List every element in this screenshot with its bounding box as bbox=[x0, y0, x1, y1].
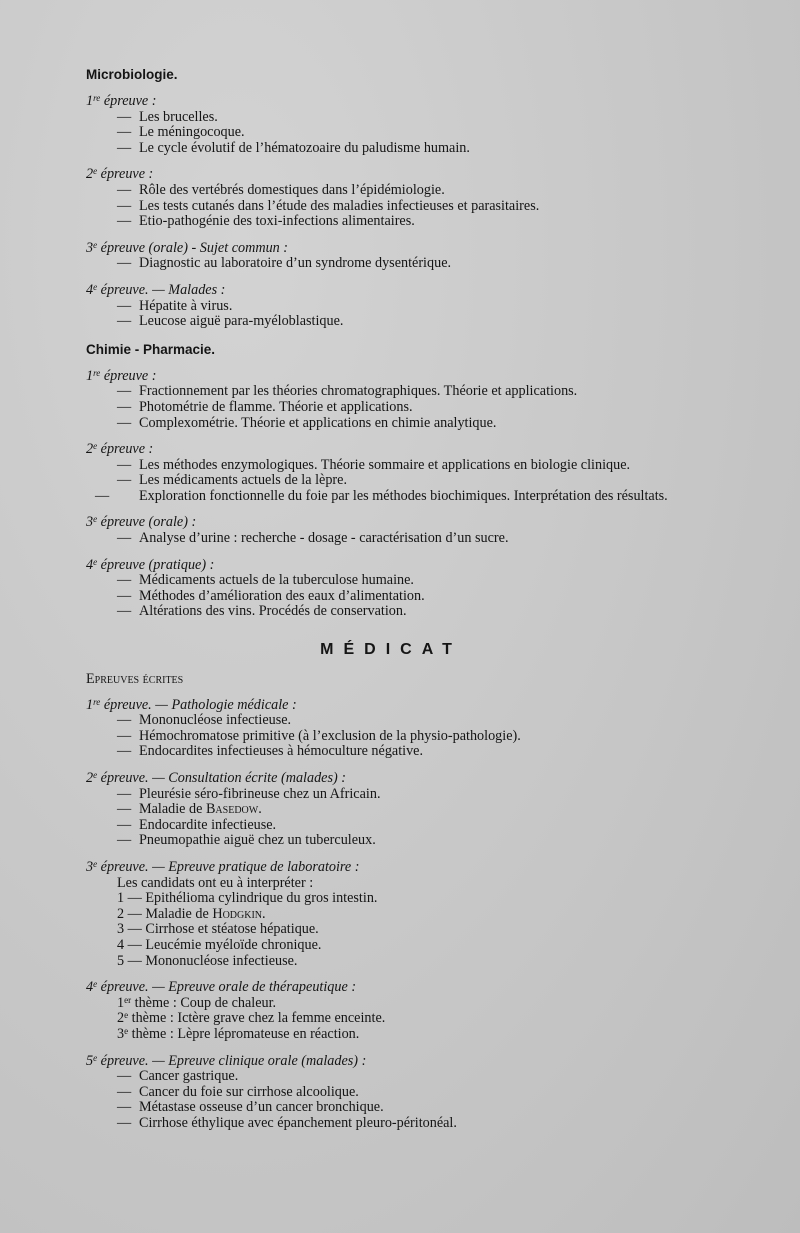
section-heading-microbiologie: Microbiologie. bbox=[86, 67, 178, 82]
epreuve-heading: 1re épreuve : bbox=[86, 367, 157, 384]
section-heading-chimie: Chimie - Pharmacie. bbox=[86, 341, 216, 357]
list-item: — Cancer gastrique. bbox=[117, 1068, 239, 1085]
list-item: — Exploration fonctionnelle du foie par les méthodes biochimiques. Interprétation des résultats. bbox=[95, 487, 668, 504]
page-content bbox=[86, 66, 698, 1131]
intro-text: Les candidats ont eu à interpréter : bbox=[117, 874, 314, 891]
list-item: — Les méthodes enzymologiques. Théorie sommaire et applications en biologie clinique. bbox=[117, 456, 631, 473]
list-item: — Hépatite à virus. bbox=[117, 297, 233, 314]
list-item: — Le méningocoque. bbox=[117, 124, 245, 141]
list-item: — Les médicaments actuels de la lèpre. bbox=[117, 472, 347, 489]
list-item: — Cirrhose éthylique avec épanchement pleuro-péritonéal. bbox=[117, 1114, 457, 1131]
numbered-item: 3 — Cirrhose et stéatose hépatique. bbox=[117, 921, 319, 938]
epreuve-heading: 4e épreuve. — Epreuve orale de thérapeutique : bbox=[86, 979, 357, 996]
section-title-medicat: MÉDICAT bbox=[320, 641, 462, 659]
epreuve-heading: 3e épreuve. — Epreuve pratique de laboratoire : bbox=[86, 858, 360, 875]
list-item: — Méthodes d’amélioration des eaux d’alimentation. bbox=[117, 587, 425, 604]
numbered-item: 4 — Leucémie myéloïde chronique. bbox=[117, 936, 322, 953]
list-item: — Métastase osseuse d’un cancer bronchique. bbox=[117, 1099, 384, 1116]
list-item: — Endocardite infectieuse. bbox=[117, 816, 277, 833]
list-item: — Le cycle évolutif de l’hématozoaire du paludisme humain. bbox=[117, 139, 470, 156]
list-item: — Rôle des vertébrés domestiques dans l’épidémiologie. bbox=[117, 181, 445, 198]
list-item: — Mononucléose infectieuse. bbox=[117, 712, 292, 729]
list-item: — Fractionnement par les théories chromatographiques. Théorie et applications. bbox=[117, 383, 578, 400]
numbered-item: 5 — Mononucléose infectieuse. bbox=[117, 952, 298, 969]
list-item: — Les brucelles. bbox=[117, 108, 218, 125]
theme-item: 1er thème : Coup de chaleur. bbox=[117, 994, 277, 1011]
list-item: — Photométrie de flamme. Théorie et applications. bbox=[117, 398, 413, 415]
list-item: — Endocardites infectieuses à hémoculture négative. bbox=[117, 743, 424, 760]
epreuve-heading: 2e épreuve : bbox=[86, 441, 154, 458]
list-item: — Complexométrie. Théorie et applications en chimie analytique. bbox=[117, 414, 497, 431]
epreuve-heading: 4e épreuve (pratique) : bbox=[86, 556, 215, 573]
epreuve-heading: 3e épreuve (orale) - Sujet commun : bbox=[86, 239, 289, 256]
numbered-item: 1 — Epithélioma cylindrique du gros intestin. bbox=[117, 890, 378, 907]
list-item: — Analyse d’urine : recherche - dosage - caractérisation d’un sucre. bbox=[117, 530, 509, 547]
epreuve-heading: 5e épreuve. — Epreuve clinique orale (malades) : bbox=[86, 1052, 367, 1069]
list-item: — Diagnostic au laboratoire d’un syndrome dysentérique. bbox=[117, 255, 452, 272]
theme-item: 3e thème : Lèpre lépromateuse en réaction. bbox=[117, 1025, 360, 1042]
subsection-heading: Epreuves écrites bbox=[86, 671, 184, 688]
epreuve-heading: 2e épreuve : bbox=[86, 166, 154, 183]
list-item: — Hémochromatose primitive (à l’exclusion de la physio-pathologie). bbox=[117, 727, 521, 744]
list-item: — Pleurésie séro-fibrineuse chez un Africain. bbox=[117, 785, 381, 802]
epreuve-heading: 4e épreuve. — Malades : bbox=[86, 281, 226, 298]
numbered-item: 2 — Maladie de Hodgkin. bbox=[117, 905, 266, 922]
list-item: — Etio-pathogénie des toxi-infections alimentaires. bbox=[117, 213, 415, 230]
theme-item: 2e thème : Ictère grave chez la femme enceinte. bbox=[117, 1010, 386, 1027]
list-item: — Cancer du foie sur cirrhose alcoolique. bbox=[117, 1083, 359, 1100]
epreuve-heading: 1re épreuve : bbox=[86, 93, 157, 109]
epreuve-heading: 3e épreuve (orale) : bbox=[86, 514, 197, 531]
epreuve-heading: 2e épreuve. — Consultation écrite (malades) : bbox=[86, 770, 346, 786]
list-item: — Pneumopathie aiguë chez un tuberculeux. bbox=[117, 832, 376, 849]
list-item: — Leucose aiguë para-myéloblastique. bbox=[117, 313, 344, 330]
list-item: — Médicaments actuels de la tuberculose humaine. bbox=[117, 572, 414, 589]
list-item: — Altérations des vins. Procédés de conservation. bbox=[117, 603, 407, 620]
list-item: — Les tests cutanés dans l’étude des maladies infectieuses et parasitaires. bbox=[117, 197, 540, 214]
epreuve-heading: 1re épreuve. — Pathologie médicale : bbox=[86, 696, 297, 713]
list-item: — Maladie de Basedow. bbox=[117, 801, 262, 818]
